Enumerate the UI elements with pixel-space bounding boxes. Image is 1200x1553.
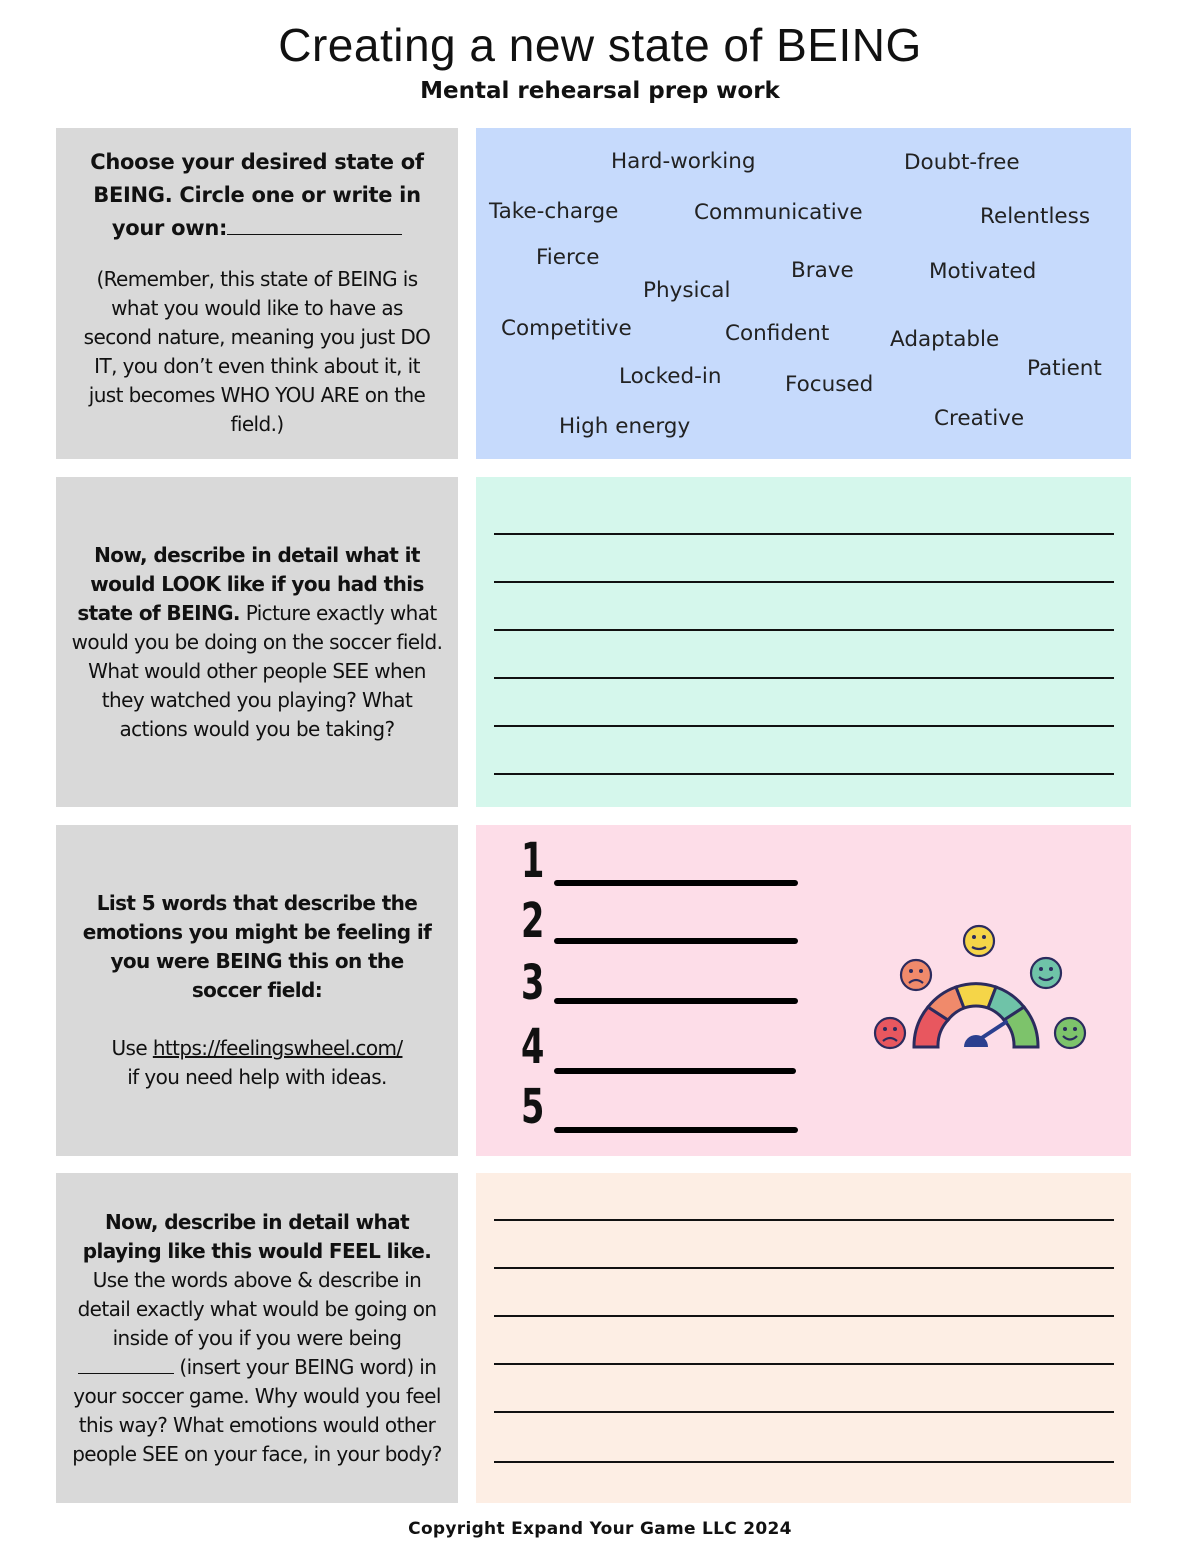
- state-word[interactable]: Adaptable: [890, 327, 1000, 352]
- state-prompt-line: [66, 212, 448, 245]
- state-word[interactable]: Confident: [725, 321, 830, 346]
- writing-line[interactable]: [494, 533, 1114, 535]
- feel-prompt-panel: [56, 1173, 458, 1503]
- writing-line[interactable]: [494, 1267, 1114, 1269]
- state-word[interactable]: Relentless: [980, 204, 1091, 229]
- state-word[interactable]: Physical: [643, 278, 731, 303]
- feel-prompt-end: (insert your BEING word) in your soccer game. Why would you feel this way? What emotions would other people SEE on your face, in your body?: [72, 1354, 442, 1466]
- list-number: 2: [521, 893, 545, 949]
- state-prompt-line: BEING. Circle one or write in: [93, 183, 421, 207]
- emotion-line[interactable]: [554, 998, 798, 1004]
- state-words-panel: [476, 128, 1131, 459]
- state-prompt-own: your own:: [111, 216, 228, 240]
- state-word[interactable]: Communicative: [694, 200, 863, 225]
- writing-line[interactable]: [494, 629, 1114, 631]
- state-word[interactable]: Locked-in: [619, 364, 722, 389]
- state-word[interactable]: Doubt-free: [904, 150, 1020, 175]
- writing-line[interactable]: [494, 773, 1114, 775]
- writing-line[interactable]: [494, 677, 1114, 679]
- list-number: 3: [521, 955, 545, 1011]
- list-number: 5: [521, 1079, 545, 1135]
- look-writing-area[interactable]: [476, 477, 1131, 807]
- state-word[interactable]: Fierce: [536, 245, 600, 270]
- state-prompt-panel: [56, 128, 458, 459]
- state-word[interactable]: Hard-working: [611, 149, 756, 174]
- state-word[interactable]: Patient: [1027, 356, 1102, 381]
- emotion-line[interactable]: [554, 1127, 798, 1133]
- emotion-line[interactable]: [554, 880, 798, 886]
- emotions-prompt: List 5 words that describe the emotions you might be feeling if you were BEING this on the soccer field:: [82, 891, 432, 1002]
- feelings-hint-rest: if you need help with ideas.: [127, 1065, 387, 1089]
- writing-line[interactable]: [494, 1461, 1114, 1463]
- page-subtitle: Mental rehearsal prep work: [420, 78, 780, 104]
- feelings-wheel-link[interactable]: https://feelingswheel.com/: [152, 1036, 403, 1060]
- own-word-blank[interactable]: [227, 212, 402, 235]
- state-prompt: [66, 146, 448, 245]
- writing-line[interactable]: [494, 1363, 1114, 1365]
- state-word[interactable]: Creative: [934, 406, 1025, 431]
- emotions-prompt-panel: [56, 825, 458, 1156]
- state-note: (Remember, this state of BEING is what you would like to have as second nature, meaning you just DO IT, you don’t even think about it, it just becomes WHO YOU ARE on the field.): [83, 267, 431, 436]
- state-word[interactable]: Motivated: [929, 259, 1037, 284]
- look-prompt-rest: Picture exactly what would you be doing on the soccer field. What would other people SEE when they watched you playing? What actions would you be taking?: [71, 600, 443, 741]
- feel-writing-area[interactable]: [476, 1173, 1131, 1503]
- writing-line[interactable]: [494, 725, 1114, 727]
- list-number: 1: [521, 833, 545, 889]
- state-word[interactable]: Brave: [791, 258, 854, 283]
- state-prompt-line: Choose your desired state of: [90, 150, 424, 174]
- look-prompt-bold: Now, describe in detail what it would LOOK like if you had this state of BEING.: [77, 542, 424, 625]
- copyright-footer: Copyright Expand Your Game LLC 2024: [408, 1519, 792, 1539]
- state-word[interactable]: Competitive: [501, 316, 632, 341]
- emotions-list-area: [476, 825, 1131, 1156]
- page-title: Creating a new state of BEING: [278, 19, 922, 71]
- emotion-line[interactable]: [554, 1068, 796, 1074]
- state-word[interactable]: High energy: [559, 414, 691, 439]
- feelings-hint: [66, 1034, 448, 1063]
- feelings-hint-use: Use: [111, 1036, 153, 1060]
- writing-line[interactable]: [494, 1219, 1114, 1221]
- look-prompt: [66, 541, 448, 744]
- writing-line[interactable]: [494, 581, 1114, 583]
- state-word[interactable]: Focused: [785, 372, 874, 397]
- feel-prompt-bold: Now, describe in detail what playing like this would FEEL like.: [82, 1209, 432, 1263]
- state-word[interactable]: Take-charge: [489, 199, 619, 224]
- feel-prompt: [66, 1208, 448, 1469]
- being-word-blank[interactable]: [78, 1353, 174, 1374]
- feel-prompt-mid: Use the words above & describe in detail exactly what would be going on inside of you if you were being: [77, 1267, 437, 1350]
- writing-line[interactable]: [494, 1315, 1114, 1317]
- emotion-line[interactable]: [554, 938, 798, 944]
- list-number: 4: [521, 1019, 545, 1075]
- mood-gauge-icon: [856, 917, 1096, 1067]
- writing-line[interactable]: [494, 1411, 1114, 1413]
- look-prompt-panel: [56, 477, 458, 807]
